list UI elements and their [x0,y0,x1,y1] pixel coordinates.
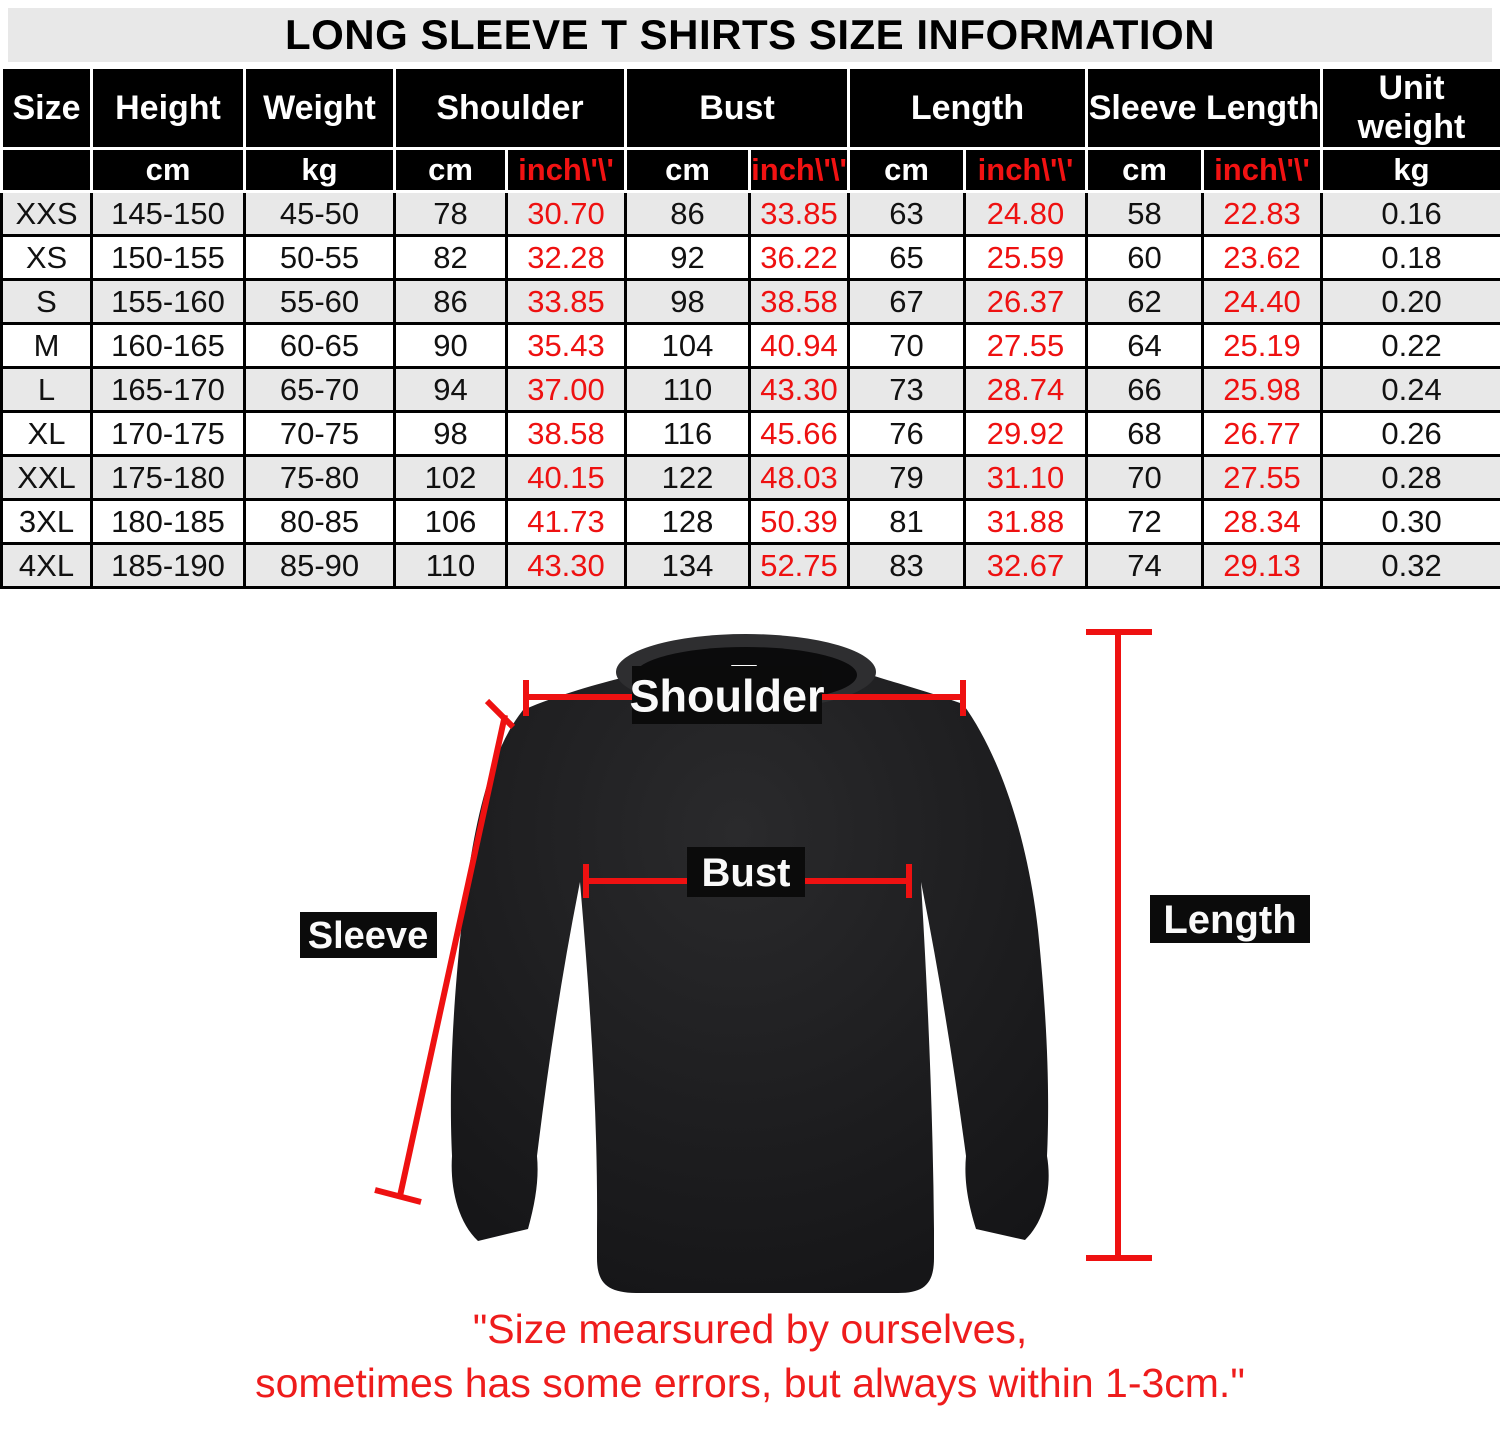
table-cell: 28.74 [965,368,1087,412]
table-cell: 0.30 [1322,500,1500,544]
table-cell: 35.43 [507,324,626,368]
table-cell: 72 [1087,500,1203,544]
table-cell: 98 [395,412,507,456]
table-cell: 83 [849,544,965,588]
table-cell: 33.85 [750,192,849,236]
col-weight: Weight [245,68,395,149]
table-row [2,456,1500,500]
table-cell: 26.37 [965,280,1087,324]
subheader-row [2,149,1500,192]
table-cell: 0.18 [1322,236,1500,280]
disclaimer-line-1: "Size mearsured by ourselves, [472,1306,1028,1352]
table-cell: 150-155 [92,236,245,280]
table-cell: 65 [849,236,965,280]
table-cell: 116 [626,412,750,456]
table-cell: 0.28 [1322,456,1500,500]
table-cell: 48.03 [750,456,849,500]
table-cell: 98 [626,280,750,324]
subcol-length-cm: cm [849,149,965,192]
bust-label: Bust [701,851,791,895]
table-cell: 52.75 [750,544,849,588]
table-cell: 32.28 [507,236,626,280]
table-cell: 102 [395,456,507,500]
table-row [2,368,1500,412]
subcol-shoulder-cm: cm [395,149,507,192]
table-cell: 79 [849,456,965,500]
table-cell: 60-65 [245,324,395,368]
table-cell: 32.67 [965,544,1087,588]
table-cell: L [2,368,92,412]
table-cell: 62 [1087,280,1203,324]
table-cell: 45-50 [245,192,395,236]
measurement-diagram [0,600,1500,1300]
table-cell: 29.92 [965,412,1087,456]
table-row [2,500,1500,544]
size-table-header [2,68,1500,192]
subcol-weight-kg: kg [245,149,395,192]
table-cell: 81 [849,500,965,544]
table-cell: XXS [2,192,92,236]
table-cell: 134 [626,544,750,588]
disclaimer-line-2: sometimes has some errors, but always within 1-3cm." [255,1360,1245,1406]
table-cell: 38.58 [750,280,849,324]
table-cell: 70 [849,324,965,368]
size-table [0,66,1500,589]
table-cell: 155-160 [92,280,245,324]
table-cell: 86 [395,280,507,324]
table-cell: 0.16 [1322,192,1500,236]
table-cell: 25.19 [1203,324,1322,368]
table-cell: 85-90 [245,544,395,588]
table-cell: 165-170 [92,368,245,412]
table-cell: 92 [626,236,750,280]
table-cell: 68 [1087,412,1203,456]
table-cell: 23.62 [1203,236,1322,280]
table-cell: 24.40 [1203,280,1322,324]
subcol-length-inch: inch\'\' [965,149,1087,192]
table-cell: 145-150 [92,192,245,236]
table-cell: 0.22 [1322,324,1500,368]
table-cell: 185-190 [92,544,245,588]
shoulder-label: Shoulder [629,670,825,722]
sweatshirt-graphic [451,634,1049,1293]
col-length: Length [849,68,1087,149]
length-label: Length [1163,898,1297,942]
table-cell: 104 [626,324,750,368]
table-row [2,324,1500,368]
table-cell: 36.22 [750,236,849,280]
table-row [2,236,1500,280]
table-cell: 40.94 [750,324,849,368]
table-cell: 70-75 [245,412,395,456]
table-cell: 0.24 [1322,368,1500,412]
table-cell: 66 [1087,368,1203,412]
subcol-sleeve-cm: cm [1087,149,1203,192]
table-cell: 45.66 [750,412,849,456]
col-bust: Bust [626,68,849,149]
header-row [2,68,1500,149]
table-cell: 75-80 [245,456,395,500]
table-cell: 170-175 [92,412,245,456]
table-cell: 65-70 [245,368,395,412]
table-cell: 31.10 [965,456,1087,500]
subcol-bust-cm: cm [626,149,750,192]
table-cell: 28.34 [1203,500,1322,544]
table-cell: 180-185 [92,500,245,544]
table-cell: 80-85 [245,500,395,544]
table-cell: XL [2,412,92,456]
table-cell: 60 [1087,236,1203,280]
table-cell: 33.85 [507,280,626,324]
page-title: LONG SLEEVE T SHIRTS SIZE INFORMATION [8,8,1492,62]
sweatshirt-body [451,635,1049,1293]
table-cell: 50.39 [750,500,849,544]
table-cell: M [2,324,92,368]
col-sleeve-length: Sleeve Length [1087,68,1322,149]
table-row [2,412,1500,456]
table-cell: 27.55 [1203,456,1322,500]
table-cell: 106 [395,500,507,544]
table-cell: 3XL [2,500,92,544]
table-cell: 78 [395,192,507,236]
subcol-blank [2,149,92,192]
col-unit-weight: Unit weight [1322,68,1500,149]
subcol-height-cm: cm [92,149,245,192]
table-cell: XXL [2,456,92,500]
table-cell: 40.15 [507,456,626,500]
table-cell: 74 [1087,544,1203,588]
col-size: Size [2,68,92,149]
table-cell: 175-180 [92,456,245,500]
table-cell: 25.59 [965,236,1087,280]
table-cell: 90 [395,324,507,368]
table-cell: 86 [626,192,750,236]
table-cell: 110 [626,368,750,412]
table-row [2,544,1500,588]
table-cell: 122 [626,456,750,500]
table-cell: 64 [1087,324,1203,368]
table-cell: 160-165 [92,324,245,368]
sleeve-label: Sleeve [307,915,429,957]
table-cell: 30.70 [507,192,626,236]
table-cell: 63 [849,192,965,236]
col-shoulder: Shoulder [395,68,626,149]
table-cell: 94 [395,368,507,412]
table-cell: 29.13 [1203,544,1322,588]
table-cell: 0.32 [1322,544,1500,588]
measurement-disclaimer [0,1302,1500,1410]
table-cell: 70 [1087,456,1203,500]
table-cell: 58 [1087,192,1203,236]
length-measure-line [1086,632,1152,1258]
table-cell: 82 [395,236,507,280]
table-cell: 37.00 [507,368,626,412]
table-cell: 22.83 [1203,192,1322,236]
table-cell: 73 [849,368,965,412]
subcol-shoulder-inch: inch\'\' [507,149,626,192]
table-cell: 0.20 [1322,280,1500,324]
table-row [2,280,1500,324]
subcol-sleeve-inch: inch\'\' [1203,149,1322,192]
table-cell: 55-60 [245,280,395,324]
table-cell: 43.30 [750,368,849,412]
table-cell: 41.73 [507,500,626,544]
table-cell: 67 [849,280,965,324]
table-row [2,192,1500,236]
subcol-bust-inch: inch\'\' [750,149,849,192]
subcol-unit-kg: kg [1322,149,1500,192]
table-cell: S [2,280,92,324]
table-cell: 76 [849,412,965,456]
table-cell: 31.88 [965,500,1087,544]
table-cell: XS [2,236,92,280]
table-cell: 43.30 [507,544,626,588]
table-cell: 0.26 [1322,412,1500,456]
table-cell: 27.55 [965,324,1087,368]
table-cell: 26.77 [1203,412,1322,456]
table-cell: 24.80 [965,192,1087,236]
table-cell: 4XL [2,544,92,588]
table-cell: 25.98 [1203,368,1322,412]
size-table-body [2,192,1500,588]
table-cell: 110 [395,544,507,588]
table-cell: 50-55 [245,236,395,280]
col-height: Height [92,68,245,149]
table-cell: 38.58 [507,412,626,456]
table-cell: 128 [626,500,750,544]
